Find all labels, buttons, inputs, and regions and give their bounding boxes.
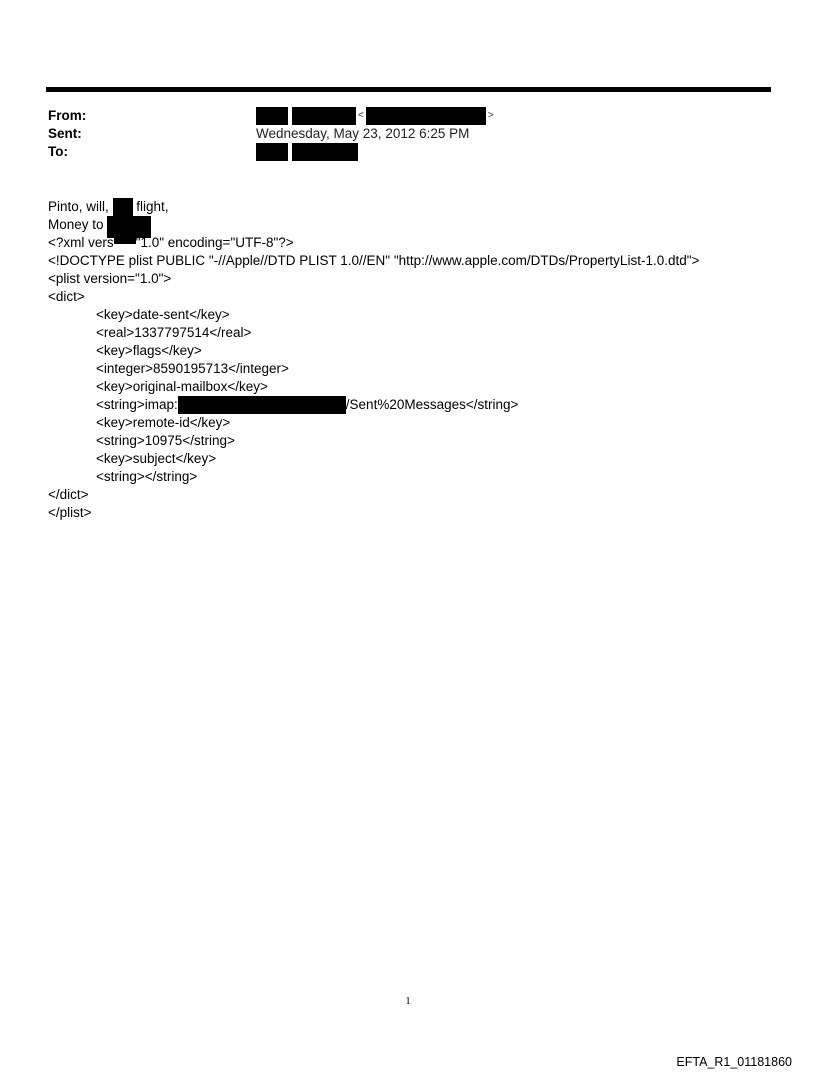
- xml-declaration: [48, 234, 768, 252]
- from-bracket-open: <: [358, 110, 364, 121]
- to-row: [48, 143, 768, 161]
- from-row: [48, 107, 768, 125]
- to-label: To:: [48, 144, 68, 159]
- key-flags: <key>flags</key>: [96, 343, 202, 358]
- to-value: [256, 143, 358, 161]
- key-date-sent: <key>date-sent</key>: [96, 307, 230, 322]
- plist-open: <plist version="1.0">: [48, 271, 172, 286]
- dict-close: </dict>: [48, 487, 89, 502]
- body-text: flight,: [132, 199, 169, 214]
- body-text: <string>imap:: [96, 397, 178, 412]
- body-line: [48, 198, 768, 216]
- key-subject: <key>subject</key>: [96, 451, 217, 466]
- sent-value: Wednesday, May 23, 2012 6:25 PM: [256, 126, 470, 141]
- email-body: [48, 198, 768, 522]
- header-rule: [46, 87, 771, 92]
- key-remote-id: <key>remote-id</key>: [96, 415, 231, 430]
- doctype-line: <!DOCTYPE plist PUBLIC "-//Apple//DTD PLIST 1.0//EN" "http://www.apple.com/DTDs/PropertyList-1.0.dtd">: [48, 253, 700, 268]
- value-real: <real>1337797514</real>: [96, 325, 252, 340]
- body-text: Money to: [48, 217, 108, 232]
- redaction-block: [292, 107, 356, 125]
- value-subject: <string></string>: [96, 469, 198, 484]
- from-label: From:: [48, 108, 87, 123]
- value-remote-id: <string>10975</string>: [96, 433, 235, 448]
- body-text: "1.0" encoding="UTF-8"?>: [135, 235, 294, 250]
- redaction-block: [178, 396, 346, 414]
- value-integer: <integer>8590195713</integer>: [96, 361, 289, 376]
- body-text: <?xml vers: [48, 235, 114, 250]
- from-value: [256, 107, 496, 125]
- page-number: 1: [405, 995, 411, 1007]
- key-original-mailbox: <key>original-mailbox</key>: [96, 379, 268, 394]
- body-text: Pinto, will,: [48, 199, 113, 214]
- redaction-block: [366, 107, 486, 125]
- redaction-block: [114, 234, 136, 244]
- body-text: /Sent%20Messages</string>: [345, 397, 519, 412]
- email-header: [48, 107, 768, 161]
- from-bracket-close: >: [487, 110, 494, 121]
- body-line: [48, 216, 768, 234]
- document-id: EFTA_R1_01181860: [676, 1055, 792, 1069]
- sent-row: [48, 125, 768, 143]
- value-imap: [48, 396, 768, 414]
- redaction-block: [256, 143, 288, 161]
- redaction-block: [256, 107, 288, 125]
- sent-label: Sent:: [48, 126, 82, 141]
- redaction-block: [292, 143, 358, 161]
- plist-close: </plist>: [48, 505, 92, 520]
- dict-open: <dict>: [48, 289, 85, 304]
- redaction-block: [113, 198, 133, 216]
